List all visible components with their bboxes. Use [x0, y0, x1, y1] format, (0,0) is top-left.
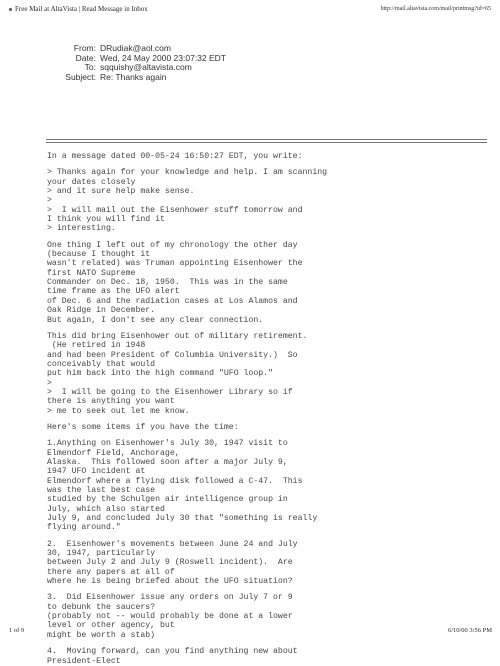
body-line: conceivably that would	[47, 359, 156, 369]
body-line: 3. Did Eisenhower issue any orders on July 7 or 9	[47, 593, 293, 603]
body-line: put him back into the high command "UFO loop."	[47, 369, 274, 379]
body-line: > I will be going to the Eisenhower Library so if	[47, 387, 293, 397]
body-line: >	[47, 196, 52, 206]
body-line: flying around."	[47, 523, 121, 533]
body-line: One thing I left out of my chronology the other day	[47, 240, 298, 250]
body-line: of Dec. 6 and the radiation cases at Los Alamos and	[47, 296, 298, 306]
to-label: To:	[84, 62, 96, 73]
paragraph	[47, 647, 487, 666]
body-line: > and it sure help make sense.	[47, 187, 195, 197]
paragraph	[47, 423, 487, 432]
body-line: might be worth a stab)	[47, 630, 156, 640]
body-line: to debunk the saucers?	[47, 602, 156, 612]
print-url: http://mail.altavista.com/mail/printmsg?id=65	[380, 6, 491, 12]
from-label: From:	[73, 43, 96, 53]
date-label: Date:	[75, 52, 96, 63]
body-line: studied by the Schulgen air intelligence group in	[47, 495, 288, 505]
body-line: Elmendorf Field, Anchorage,	[47, 448, 180, 458]
body-line: July, which also started	[47, 504, 165, 514]
paragraph-gap	[47, 533, 487, 540]
body-line: > interesting.	[47, 224, 116, 234]
divider-top	[46, 139, 487, 140]
body-line: and had been President of Columbia University.) So	[47, 350, 298, 360]
print-datetime: 6/10/00 3:56 PM	[447, 627, 492, 634]
paragraph-gap	[47, 416, 487, 423]
body-line: Elmendorf where a flying disk followed a C-47. This	[47, 476, 303, 486]
body-line: there is anything you want	[47, 397, 175, 407]
body-line: first NATO Supreme	[47, 268, 136, 278]
body-line: > me to seek out let me know.	[47, 406, 190, 416]
print-title	[9, 5, 148, 13]
body-line: > I will mail out the Eisenhower stuff tomorrow and	[47, 205, 303, 215]
body-line: where he is being briefed about the UFO situation?	[47, 577, 293, 587]
body-line: (because I thought it	[47, 250, 151, 260]
print-title-text: Free Mail at AltaVista | Read Message in Inbox	[15, 5, 148, 13]
paragraph	[47, 152, 487, 161]
body-line: Commander on Dec. 18, 1950. This was in the same	[47, 278, 288, 288]
body-line: 2. Eisenhower's movements between June 24 and July	[47, 539, 298, 549]
paragraph-gap	[47, 640, 487, 647]
body-line: 30, 1947, particularly	[47, 549, 156, 559]
print-header	[9, 5, 491, 19]
from-value: DRudiak@aol.com	[100, 43, 171, 53]
bullet-icon	[9, 8, 12, 11]
paragraph	[47, 332, 487, 416]
body-line: July 9, and concluded July 30 that "something is really	[47, 514, 318, 524]
divider-bottom	[46, 142, 487, 143]
paragraph	[47, 168, 487, 233]
body-line: (probably not -- would probably be done at a lower	[47, 612, 293, 622]
paragraph	[47, 540, 487, 587]
body-line: your dates closely	[47, 177, 136, 187]
body-line: there any papers at all of	[47, 567, 175, 577]
body-line: But again, I don't see any clear connection.	[47, 315, 264, 325]
body-line: > Thanks again for your knowledge and help. I am scanning	[47, 168, 328, 178]
body-line: 1947 UFO incident at	[47, 467, 146, 477]
email-meta	[54, 44, 226, 82]
subject-label: Subject:	[65, 71, 96, 82]
subject-value: Re: Thanks again	[100, 71, 167, 82]
body-line: wasn't related) was Truman appointing Eisenhower the	[47, 259, 303, 269]
body-line: time frame as the UFO alert	[47, 287, 180, 297]
paragraph	[47, 241, 487, 325]
body-line: In a message dated 00-05-24 16:50:27 EDT, you write:	[47, 152, 303, 161]
body-line: President-Elect	[47, 656, 121, 666]
body-line: 1.Anything on Eisenhower's July 30, 1947 visit to	[47, 439, 288, 449]
paragraph-gap	[47, 325, 487, 332]
body-line: was the last best case	[47, 486, 156, 495]
body-line: level or other agency, but	[47, 621, 175, 631]
date-value: Wed, 24 May 2000 23:07:32 EDT	[100, 52, 227, 63]
paragraph-gap	[47, 234, 487, 241]
body-line: I think you will find it	[47, 215, 165, 225]
body-line: Oak Ridge in December.	[47, 306, 156, 316]
subject-row	[54, 73, 226, 83]
paragraph	[47, 439, 487, 532]
body-line: Alaska. This followed soon after a major July 9,	[47, 457, 288, 467]
body-line: Here's some items if you have the time:	[47, 422, 239, 432]
body-line: (He retired in 1948	[47, 341, 146, 351]
body-line: This did bring Eisenhower out of military retirement.	[47, 331, 308, 341]
body-line: >	[47, 378, 52, 388]
body-line: between July 2 and July 9 (Roswell incident). Are	[47, 558, 293, 568]
paragraph	[47, 593, 487, 640]
to-value: sqquishy@altavista.com	[100, 62, 192, 73]
body-line: 4. Moving forward, can you find anything new about	[47, 647, 298, 657]
message-body	[47, 152, 487, 666]
page-number: 1 of 9	[9, 627, 25, 634]
